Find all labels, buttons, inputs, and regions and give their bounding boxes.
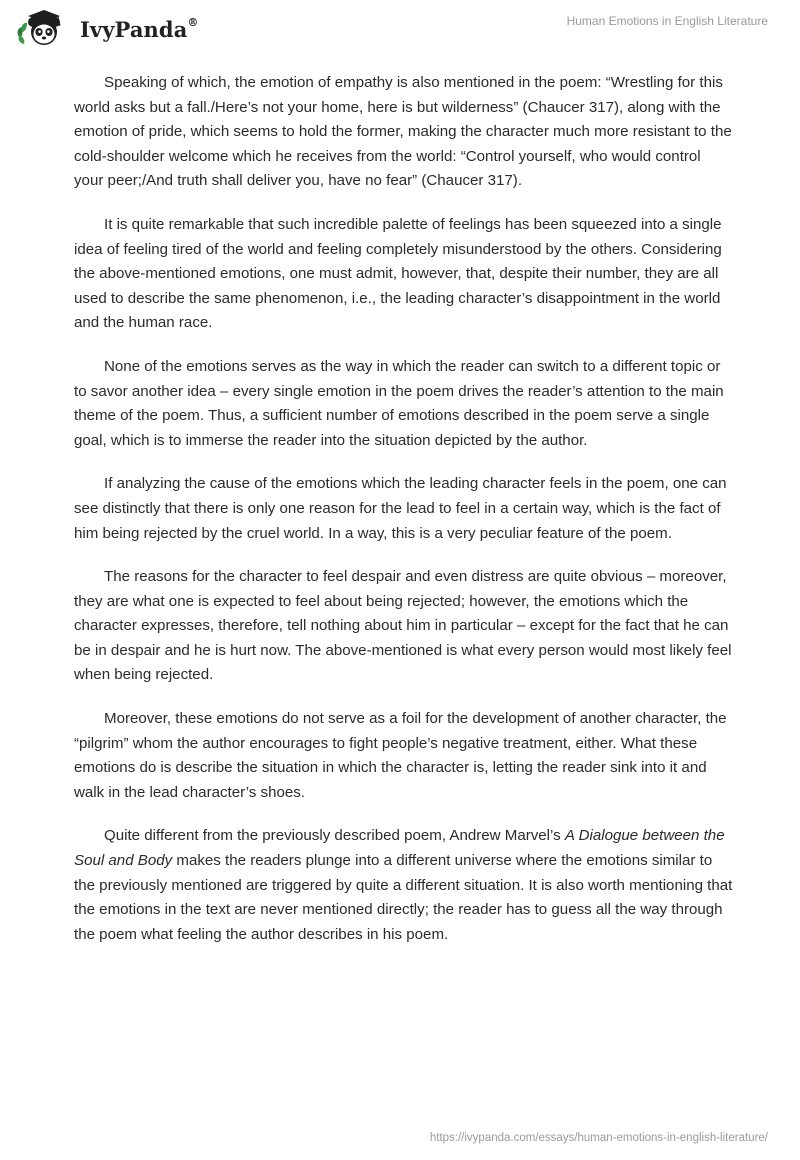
paragraph: None of the emotions serves as the way in which the reader can switch to a different topic or to savor another idea – every single emotion in the poem drives the reader’s attention to the main theme of the poem. Thus, a sufficient number of emotions described in the poem serve a single goal, which is to immerse the reader into the situation depicted by the author. — [74, 357, 724, 449]
paragraph: Moreover, these emotions do not serve as a foil for the development of another character, the “pilgrim” whom the author encourages to fight people’s negative treatment, either. What these emotions do is describe the situation in which the character is, letting the reader sink into it and walk in the lead character’s shoes. — [74, 710, 727, 801]
paragraph: It is quite remarkable that such incredible palette of feelings has been squeezed into a single idea of feeling tired of the world and feeling completely misunderstood by the others. Considering the above-mentioned emotions, one must admit, however, that, despite their number, they are all used to describe the same phenomenon, i.e., the leading character’s disappointment in the world and the human race. — [74, 215, 722, 332]
paragraph: The reasons for the character to feel despair and even distress are quite obvious – moreover, they are what one is expected to feel about being rejected; however, the emotions which the character expresses, therefore, tell nothing about him in particular – except for the fact that he can be in despair and he is hurt now. The above-mentioned is what every person would most likely feel when being rejected. — [74, 568, 732, 684]
brand-name: IvyPanda® — [80, 15, 199, 42]
paragraph: If analyzing the cause of the emotions which the leading character feels in the poem, one can see distinctly that there is only one reason for the lead to feel in a certain way, which is the fact of him being rejected by the cruel world. In a way, this is a very peculiar feature of the poem. — [74, 475, 727, 542]
source-url[interactable]: https://ivypanda.com/essays/human-emotions-in-english-literature/ — [429, 1132, 768, 1144]
essay-body — [74, 71, 734, 966]
registered-mark: ® — [187, 15, 199, 29]
paragraph-text: makes the readers plunge into a different universe where the emotions similar to the previously mentioned are triggered by quite a different situation. It is also worth mentioning that the emotions in the text are never mentioned directly; the reader has to guess all the way through the poem what feeling the author describes in his poem. — [74, 852, 733, 943]
paragraph-text: Quite different from the previously described poem, Andrew Marvel’s — [104, 827, 565, 845]
paragraph — [74, 824, 734, 947]
ivypanda-logo[interactable] — [14, 8, 199, 50]
panda-graduate-icon — [14, 8, 74, 50]
poem-title: A Dialogue between the Soul and Body — [74, 827, 725, 870]
document-title: Human Emotions in English Literature — [566, 14, 768, 28]
page-header — [0, 0, 800, 60]
paragraph: Speaking of which, the emotion of empathy is also mentioned in the poem: “Wrestling for this world asks but a fall./Here’s not your home, here is but wilderness” (Chaucer 317), along with the emotion of pride, which seems to hold the former, making the character much more resistant to the cold-shoulder welcome which he receives from the world: “Control yourself, who would control your peer;/And truth shall deliver you, have no fear” (Chaucer 317). — [74, 74, 732, 190]
